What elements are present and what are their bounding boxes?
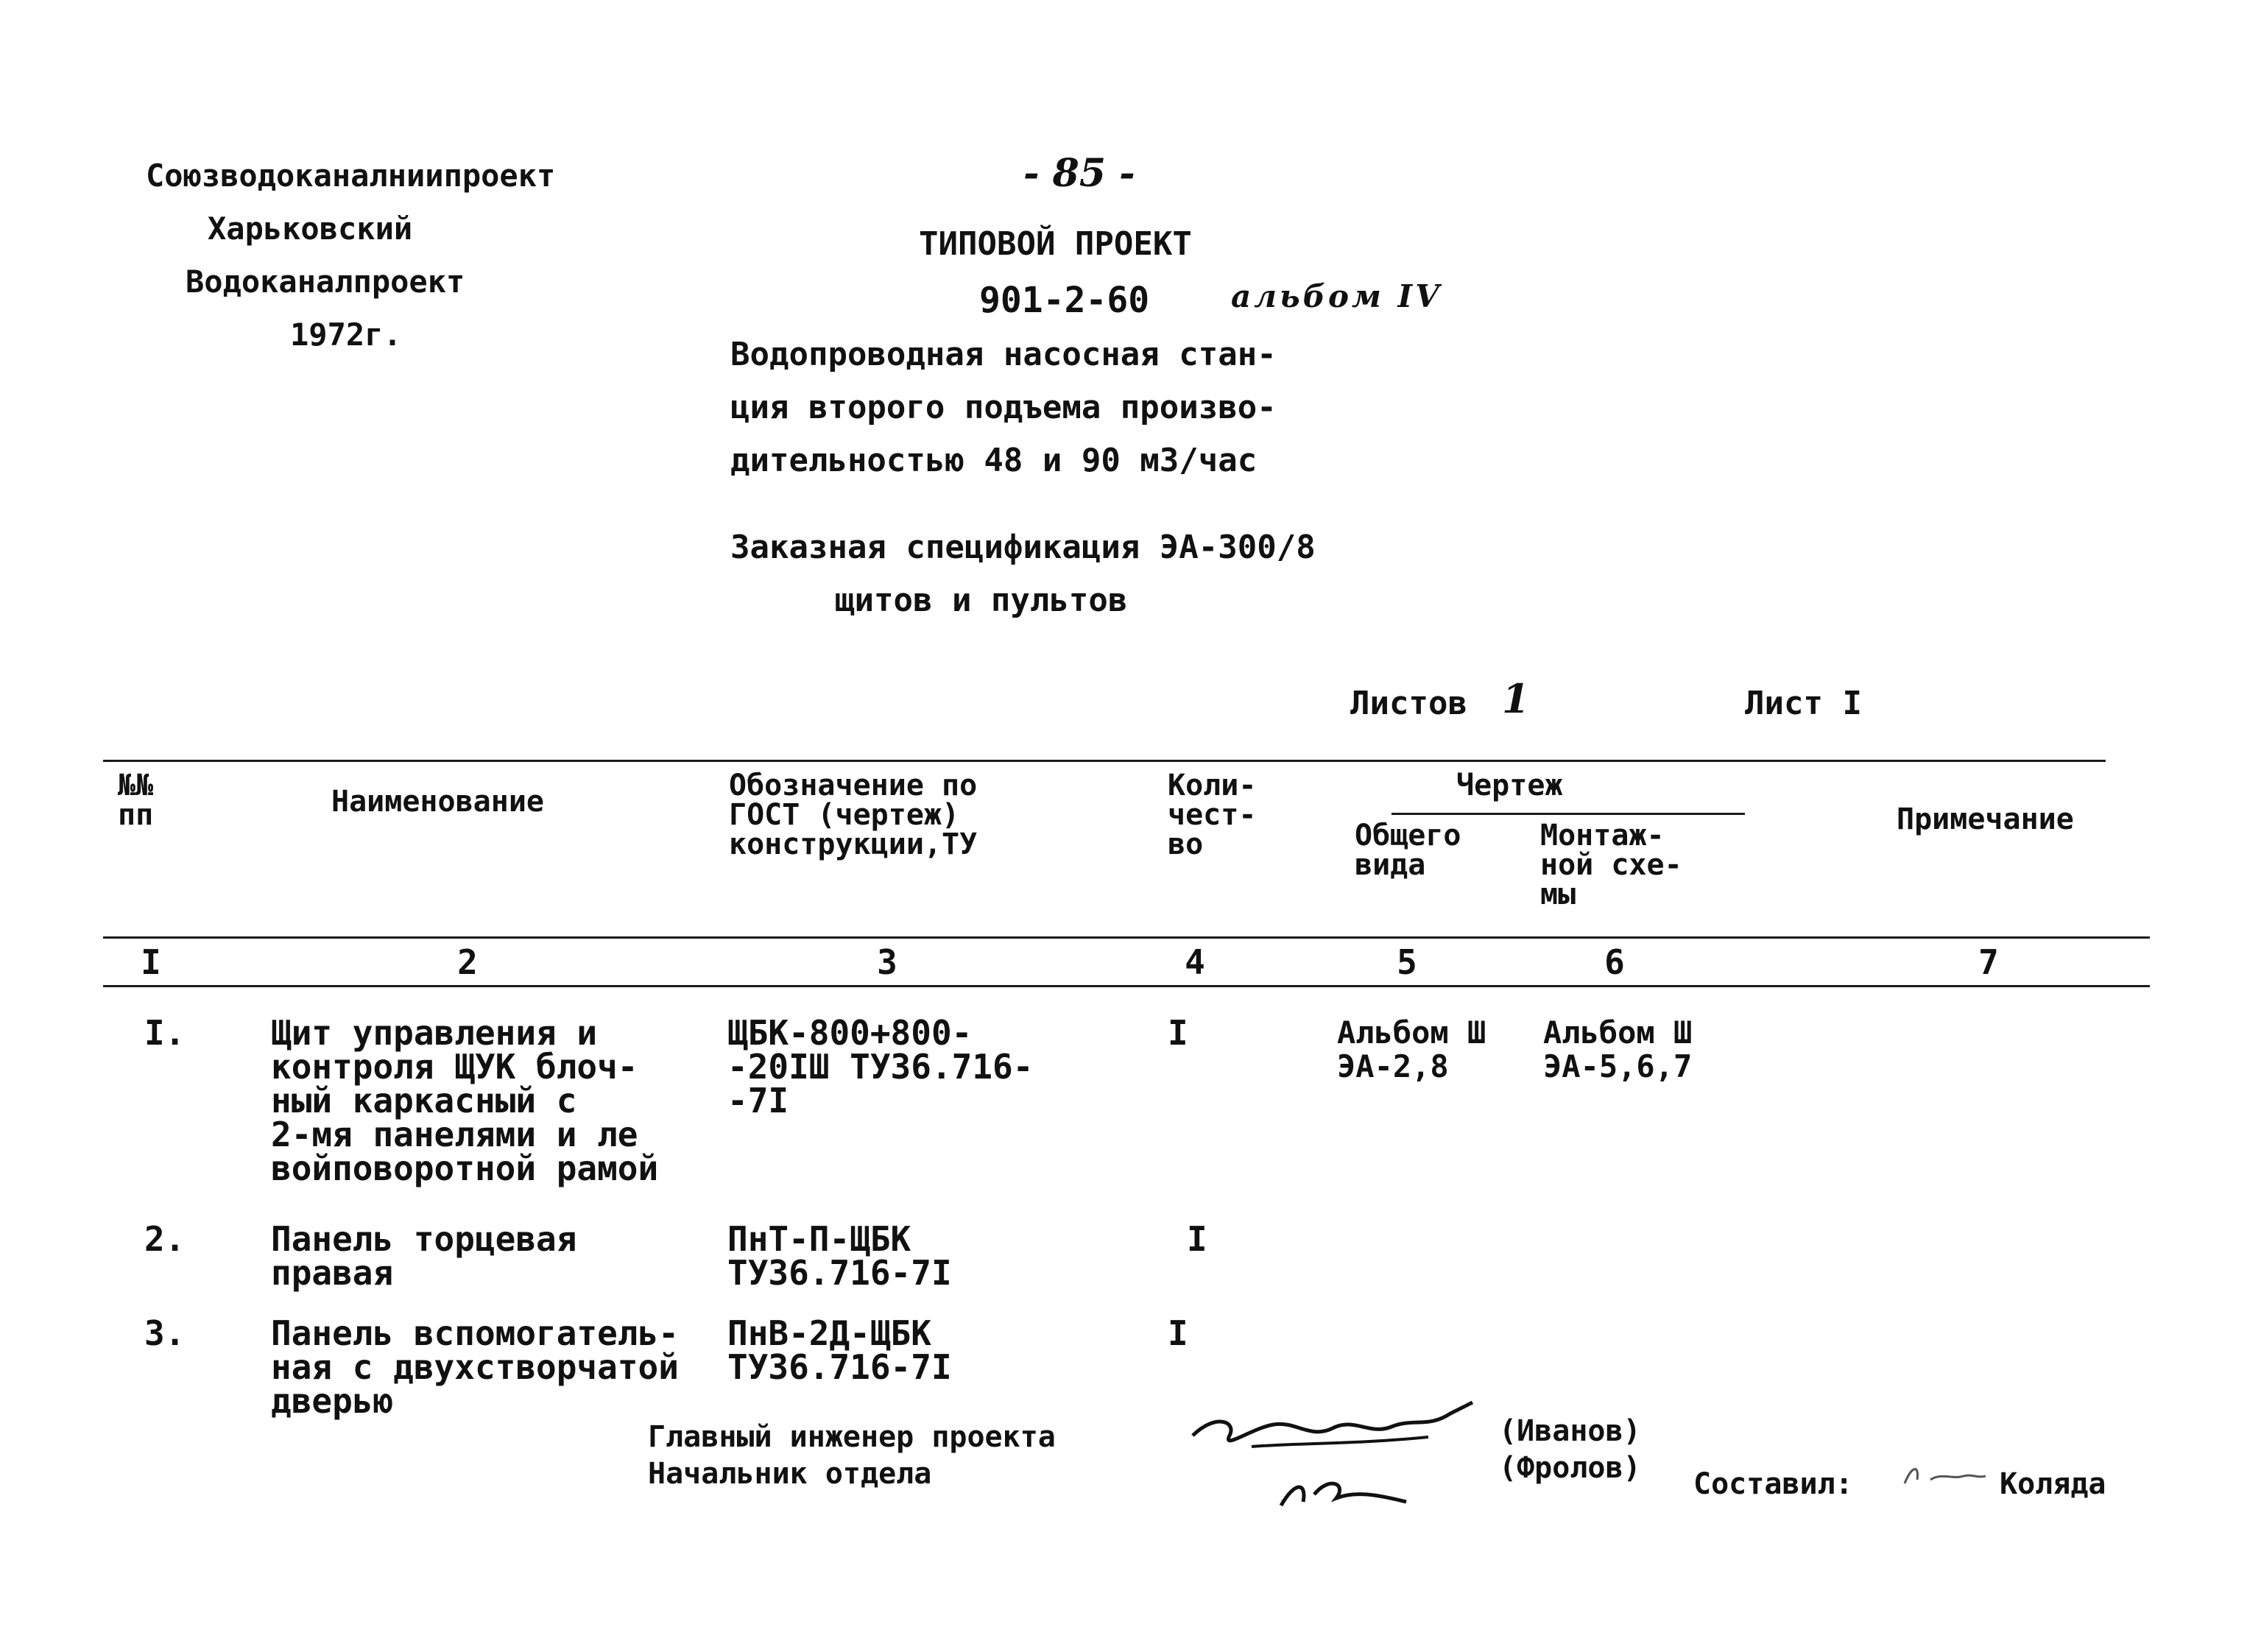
chief-engineer-name: (Иванов): [1499, 1414, 1641, 1448]
row-designation-line-2: ТУ36.716-7I: [727, 1253, 952, 1293]
header-general-line-1: Общего: [1355, 819, 1461, 853]
column-number-1: I: [141, 942, 161, 982]
row-designation-line-2: -20IШ ТУ36.716-: [727, 1047, 1034, 1087]
album-note: альбом IV: [1231, 278, 1442, 314]
row-name-line-1: Щит управления и: [271, 1013, 598, 1053]
row-name-line-4: 2-мя панелями и ле: [271, 1115, 638, 1154]
header-drawings: Чертеж: [1456, 769, 1563, 802]
compiled-by-label: Составил:: [1693, 1467, 1853, 1501]
row-designation-line-2: ТУ36.716-7I: [727, 1347, 952, 1387]
row-general-view-line-1: Альбом Ш: [1337, 1014, 1486, 1051]
header-general-line-2: вида: [1355, 848, 1426, 882]
header-designation-line-1: Обозначение по: [729, 769, 978, 802]
header-mounting-line-2: ной схе-: [1540, 848, 1682, 882]
row-name-line-3: ный каркасный с: [271, 1081, 577, 1120]
row-mounting-scheme-line-1: Альбом Ш: [1543, 1014, 1693, 1051]
header-bottom-rule: [103, 936, 2150, 939]
row-mounting-scheme-line-2: ЭА-5,6,7: [1543, 1048, 1693, 1084]
row-number: I.: [144, 1013, 186, 1053]
header-note: Примечание: [1897, 802, 2074, 836]
column-number-2: 2: [457, 942, 478, 982]
row-number: 3.: [144, 1313, 186, 1353]
department-head-name: (Фролов): [1499, 1451, 1641, 1485]
column-number-4: 4: [1185, 942, 1205, 982]
row-name-line-2: правая: [271, 1253, 394, 1293]
sheet-number: Лист I: [1745, 685, 1862, 722]
column-number-6: 6: [1604, 942, 1625, 982]
sheets-total-value: 1: [1502, 675, 1530, 722]
compiler-name: Коляда: [2000, 1467, 2106, 1501]
project-title-line-3: дительностью 48 и 90 м3/час: [730, 442, 1258, 479]
header-mounting-line-3: мы: [1540, 878, 1576, 911]
row-name-line-5: войповоротной рамой: [271, 1148, 659, 1188]
row-name-line-1: Панель вспомогатель-: [271, 1313, 679, 1353]
header-name: Наименование: [331, 785, 544, 819]
organization-city: Харьковский: [208, 211, 413, 247]
column-number-7: 7: [1978, 942, 1999, 982]
header-designation-line-3: конструкции,ТУ: [729, 827, 978, 861]
row-designation-line-1: ЩБК-800+800-: [727, 1013, 973, 1053]
project-title-line-1: Водопроводная насосная стан-: [730, 336, 1277, 373]
compiler-signature: [1901, 1458, 1989, 1494]
sheets-total-label: Листов: [1350, 685, 1467, 722]
row-number: 2.: [144, 1219, 186, 1259]
column-numbers-rule: [103, 985, 2150, 987]
row-designation-line-1: ПнВ-2Д-ЩБК: [727, 1313, 931, 1353]
department-head-signature: [1274, 1465, 1421, 1517]
header-num-line-2: пп: [118, 798, 154, 832]
row-quantity: I: [1168, 1313, 1188, 1353]
row-name-line-2: ная с двухстворчатой: [271, 1347, 679, 1387]
header-qty-line-1: Коли-: [1168, 769, 1257, 802]
project-type-label: ТИПОВОЙ ПРОЕКТ: [919, 225, 1192, 263]
row-designation-line-3: -7I: [727, 1081, 789, 1120]
row-quantity: I: [1168, 1013, 1188, 1053]
row-designation-line-1: ПнТ-П-ЩБК: [727, 1219, 911, 1259]
row-quantity: I: [1187, 1219, 1207, 1259]
organization-name: Союзводоканалниипроект: [146, 158, 556, 194]
table-top-rule: [103, 760, 2106, 762]
column-number-3: 3: [877, 942, 897, 982]
organization-year: 1972г.: [290, 317, 402, 353]
page-number: - 85 -: [1023, 151, 1135, 196]
specification-subtitle: щитов и пультов: [835, 582, 1128, 619]
header-designation-line-2: ГОСТ (чертеж): [729, 798, 960, 832]
row-name-line-3: дверью: [271, 1381, 394, 1421]
row-general-view-line-2: ЭА-2,8: [1337, 1048, 1449, 1084]
department-head-label: Начальник отдела: [648, 1457, 932, 1491]
project-title-line-2: ция второго подъема произво-: [730, 389, 1277, 426]
drawings-group-rule: [1391, 813, 1745, 815]
row-name-line-1: Панель торцевая: [271, 1219, 577, 1259]
header-qty-line-2: чест-: [1168, 798, 1257, 832]
header-num-line-1: №№: [118, 769, 154, 802]
organization-branch: Водоканалпроект: [186, 264, 465, 300]
header-mounting-line-1: Монтаж-: [1540, 819, 1665, 853]
chief-engineer-label: Главный инженер проекта: [648, 1420, 1056, 1454]
row-name-line-2: контроля ЩУК блоч-: [271, 1047, 638, 1087]
project-code: 901-2-60: [979, 280, 1150, 321]
column-number-5: 5: [1397, 942, 1417, 982]
specification-title: Заказная спецификация ЭА-300/8: [730, 529, 1316, 566]
header-qty-line-3: во: [1168, 827, 1204, 861]
